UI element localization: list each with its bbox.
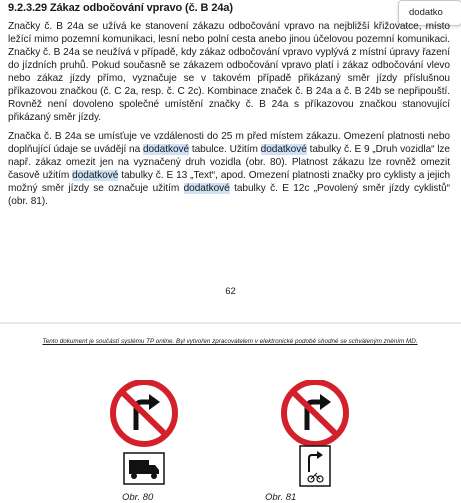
search-highlight: dodatkové [183, 183, 230, 194]
footer-disclaimer: Tento dokument je součástí systému TP online. Byl vytvořen zpracovatelem v elektronické podobě shodné se schváleným zněním MD. [42, 338, 418, 345]
no-right-turn-sign-icon [284, 382, 346, 444]
figure-80-caption: Obr. 80 [122, 492, 154, 503]
figure-81-sign [281, 380, 349, 488]
find-in-page-query: dodatko [409, 7, 443, 18]
paragraph-2-text: tabulky č. E 13 „Text“, apod. Omezení platnosti značky pro cyklisty a jejich možný směr jízdy se označuje užitím [8, 170, 451, 194]
no-right-turn-sign-icon [113, 382, 175, 444]
paragraph-2-text: tabulce. Užitím [189, 144, 261, 155]
page-number: 62 [225, 286, 236, 297]
paragraph-1: Značky č. B 24a se užívá ke stanovení zákazu odbočování vpravo na nejbližší křižovatce, místo ležící mimo pozemní komunikaci, lesní nebo polní cesta anebo jinou účelovou pozemní komunikaci. Značky č. B 24a se neužívá v případě, kdy zákaz odbočování vpravo vyplývá z místní úpravy řazení do jízdních pruhů. Pokud současně se zákazem odbočování vpravo platí i zákaz odbočování vlevo nebo zákaz jízdy přímo, vyznačuje se v takovém případě přikázaný směr jízdy příslušnou příkazovou značkou (č. C 2a, resp. č. C 2c). Kombinace značek č. B 24a a č. B 24b se nepřipouští. Rovněž není dovoleno společné umístění značky č. B 24a s příkazovou značkou stanovující přikázaný směr jízdy. [8, 21, 450, 123]
search-highlight: dodatkové [142, 144, 190, 155]
cyclist-direction-panel-icon [300, 446, 330, 486]
search-highlight: dodatkové [72, 170, 119, 181]
paragraph-2-text: tabulky č. E 12c „Povolený směr jízdy cyklistů“ (obr. 81). [8, 183, 450, 207]
paragraph-2-text: Značka č. B 24a se umísťuje ve vzdálenosti do 25 m před místem zákazu. Omezení platnosti nebo doplňující údaje se uvádějí na [8, 131, 450, 155]
figure-81-caption: Obr. 81 [265, 492, 297, 503]
section-heading: 9.2.3.29 Zákaz odbočování vpravo (č. B 24a) [8, 2, 233, 14]
truck-panel-icon [124, 453, 164, 484]
figure-80-sign [110, 380, 178, 488]
search-highlight: dodatkové [260, 144, 307, 155]
paragraph-2-text: tabulky č. E 9 „Druh vozidla“ lze např. zákaz omezit jen na vyznačený druh vozidla (obr. 80). Platnost zákazu lze rovněž omezit časově užitím [8, 144, 450, 181]
paragraph-2 [8, 130, 450, 208]
page-divider [0, 322, 461, 324]
